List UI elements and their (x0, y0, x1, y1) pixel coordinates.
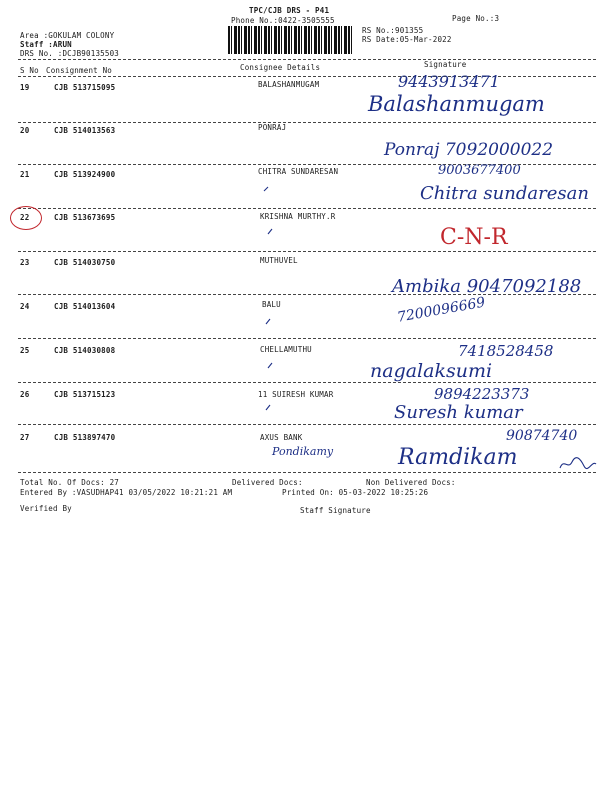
page-title: TPC/CJB DRS - P41 (249, 6, 330, 15)
tick-mark (268, 228, 278, 238)
non-delivered-docs: Non Delivered Docs: (366, 478, 456, 487)
row-sno: 23 (20, 258, 30, 267)
handwritten-phone: 9003677400 (438, 163, 521, 178)
handwritten-signature: nagalaksumi (370, 360, 493, 382)
row-consignee: AXUS BANK (260, 433, 303, 442)
phone-number: Phone No.:0422-3505555 (231, 16, 335, 25)
handwritten-signature: Ponraj 7092000022 (384, 140, 554, 160)
handwritten-signature: Ambika 9047092188 (392, 276, 582, 297)
row-sno: 22 (20, 213, 30, 222)
tick-mark (266, 404, 276, 414)
row-consignment: CJB 514030808 (54, 346, 116, 355)
row-divider (18, 382, 596, 383)
row-consignment: CJB 513897470 (54, 433, 116, 442)
tick-mark (266, 318, 276, 328)
row-divider (18, 338, 596, 339)
handwritten-phone: 7418528458 (458, 342, 554, 360)
row-consignee: BALASHANMUGAM (258, 80, 320, 89)
total-docs: Total No. Of Docs: 27 (20, 478, 120, 487)
col-consignee: Consignee Details (240, 63, 321, 72)
row-consignee: CHELLAMUTHU (260, 345, 312, 354)
row-consignment: CJB 514030750 (54, 258, 116, 267)
row-sno: 20 (20, 126, 30, 135)
row-consignment: CJB 513673695 (54, 213, 116, 222)
row-consignee: PONRAJ (258, 123, 287, 132)
row-consignee: BALU (262, 300, 281, 309)
divider (18, 59, 596, 60)
handwritten-signature: Suresh kumar (394, 402, 523, 423)
row-divider (18, 122, 596, 123)
printed-on: Printed On: 05-03-2022 10:25:26 (282, 488, 429, 497)
handwritten-phone: 9894223373 (434, 385, 530, 403)
handwritten-phone: 90874740 (506, 428, 578, 444)
area-label: Area :GOKULAM COLONY (20, 31, 115, 40)
row-consignment: CJB 513715123 (54, 390, 116, 399)
staff-signature: Staff Signature (300, 506, 371, 515)
row-sno: 27 (20, 433, 30, 442)
row-consignee: CHITRA SUNDARESAN (258, 167, 339, 176)
verified-by: Verified By (20, 504, 72, 513)
row-divider (18, 472, 596, 473)
handwritten-note: Pondikamy (272, 445, 334, 458)
handwritten-signature: Ramdikam (398, 445, 518, 470)
divider (18, 76, 596, 77)
drs-number: DRS No. :DCJB90135503 (20, 49, 120, 58)
handwritten-signature: C-N-R (440, 225, 508, 250)
row-sno: 25 (20, 346, 30, 355)
row-sno: 26 (20, 390, 30, 399)
rs-number: RS No.:901355 (362, 26, 424, 35)
row-divider (18, 208, 596, 209)
row-consignment: CJB 514013563 (54, 126, 116, 135)
delivered-docs: Delivered Docs: (232, 478, 303, 487)
tick-mark (268, 362, 278, 372)
row-divider (18, 424, 596, 425)
rs-date: RS Date:05-Mar-2022 (362, 35, 452, 44)
row-divider (18, 251, 596, 252)
page-number: Page No.:3 (452, 14, 500, 23)
row-sno: 21 (20, 170, 30, 179)
row-consignment: CJB 513715095 (54, 83, 116, 92)
row-consignee: KRISHNA MURTHY.R (260, 212, 336, 221)
row-sno: 24 (20, 302, 30, 311)
handwritten-signature: Chitra sundaresan (420, 183, 589, 204)
row-consignment: CJB 514013604 (54, 302, 116, 311)
row-consignee: 11 SUIRESH KUMAR (258, 390, 334, 399)
entered-by: Entered By :VASUDHAP41 03/05/2022 10:21:21 AM (20, 488, 233, 497)
handwritten-signature: Balashanmugam (368, 92, 545, 116)
col-signature: Signature (424, 60, 467, 69)
col-sno: S No (20, 66, 39, 75)
row-consignee: MUTHUVEL (260, 256, 298, 265)
handwritten-phone: 7200096669 (396, 294, 487, 326)
row-sno: 19 (20, 83, 30, 92)
scribble-mark (560, 456, 596, 472)
staff-label: Staff :ARUN (20, 40, 72, 49)
barcode (228, 26, 352, 54)
row-consignment: CJB 513924900 (54, 170, 116, 179)
tick-mark (264, 185, 274, 195)
handwritten-phone: 9443913471 (398, 72, 500, 91)
col-consignment: Consignment No (46, 66, 113, 75)
